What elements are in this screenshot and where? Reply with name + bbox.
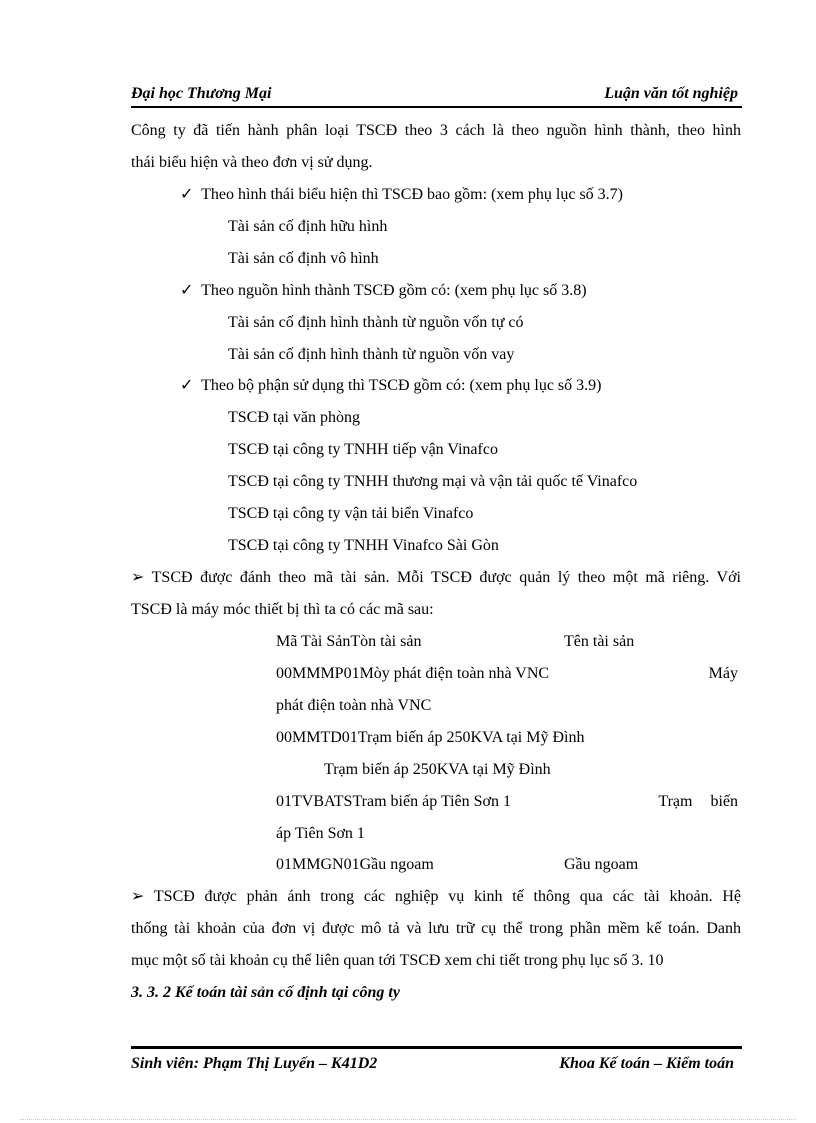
code-row-3-c: áp Tiên Sơn 1 xyxy=(276,825,365,842)
code-row-2-a: 00MMTD01Trạm biến áp 250KVA tại Mỹ Đình xyxy=(276,729,585,746)
header-right: Luận văn tốt nghiệp xyxy=(604,85,738,102)
footer-left: Sinh viên: Phạm Thị Luyến – K41D2 xyxy=(131,1055,378,1072)
code-row-1-b: Máy xyxy=(708,665,738,682)
code-header-b: Tên tài sản xyxy=(564,633,635,650)
checkmark-icon: ✓ xyxy=(180,377,194,394)
group-3-item: TSCĐ tại công ty TNHH Vinafco Sài Gòn xyxy=(228,537,499,554)
code-row-1-c: phát điện toàn nhà VNC xyxy=(276,697,432,714)
para-2-line-1: ➢ TSCĐ được đánh theo mã tài sản. Mỗi TSCĐ được quản lý theo một mã riêng. Với xyxy=(131,569,741,586)
footer-right: Khoa Kế toán – Kiểm toán xyxy=(559,1055,734,1072)
para-2-line-2: TSCĐ là máy móc thiết bị thì ta có các mã sau: xyxy=(131,601,434,618)
group-1-item: Tài sản cố định hữu hình xyxy=(228,218,388,235)
group-3-item: TSCĐ tại công ty TNHH tiếp vận Vinafco xyxy=(228,441,498,458)
code-header-a: Mã Tài SảnTòn tài sản xyxy=(276,633,422,650)
group-1-title-text: Theo hình thái biểu hiện thì TSCĐ bao gồm: (xem phụ lục số 3.7) xyxy=(201,186,623,203)
group-2-item: Tài sản cố định hình thành từ nguồn vốn vay xyxy=(228,346,515,363)
code-row-4-a: 01MMGN01Gầu ngoam xyxy=(276,856,434,873)
arrow-bullet-icon: ➢ xyxy=(131,569,145,586)
page-bottom-border xyxy=(20,1119,796,1120)
group-3-title-text: Theo bộ phận sử dụng thì TSCĐ gồm có: (xem phụ lục số 3.9) xyxy=(201,377,602,394)
group-3-item: TSCĐ tại công ty vận tải biển Vinafco xyxy=(228,505,474,522)
group-3-item: TSCĐ tại công ty TNHH thương mại và vận tải quốc tế Vinafco xyxy=(228,473,638,490)
para-3-line-3: mục một số tài khoản cụ thể liên quan tới TSCĐ xem chi tiết trong phụ lục số 3. 10 xyxy=(131,952,664,969)
code-row-1-a: 00MMMP01Mòy phát điện toàn nhà VNC xyxy=(276,665,550,682)
header-rule xyxy=(131,106,742,108)
arrow-bullet-icon: ➢ xyxy=(131,888,145,905)
para-3-line-2: thống tài khoản của đơn vị được mô tả và lưu trữ cụ thể trong phần mềm kế toán. Danh xyxy=(131,920,741,937)
group-3-item: TSCĐ tại văn phòng xyxy=(228,409,360,426)
group-2-title xyxy=(180,281,587,301)
footer-rule xyxy=(131,1046,742,1049)
header-left: Đại học Thương Mại xyxy=(131,85,272,102)
intro-line-1: Công ty đã tiến hành phân loại TSCĐ theo 3 cách là theo nguồn hình thành, theo hình xyxy=(131,122,741,139)
checkmark-icon: ✓ xyxy=(180,282,194,299)
group-2-item: Tài sản cố định hình thành từ nguồn vốn tự có xyxy=(228,314,524,331)
group-1-item: Tài sản cố định vô hình xyxy=(228,250,379,267)
section-heading: 3. 3. 2 Kế toán tài sản cố định tại công ty xyxy=(131,984,400,1001)
group-1-title xyxy=(180,185,623,205)
code-row-2-b: Trạm biến áp 250KVA tại Mỹ Đình xyxy=(324,761,551,778)
group-3-title xyxy=(180,376,601,396)
code-row-3-a: 01TVBATSTram biến áp Tiên Sơn 1 xyxy=(276,793,512,810)
code-row-3-b: Trạm biến xyxy=(658,793,738,810)
checkmark-icon: ✓ xyxy=(180,186,194,203)
intro-line-2: thái biểu hiện và theo đơn vị sử dụng. xyxy=(131,154,373,171)
para-3-line-1: ➢ TSCĐ được phản ánh trong các nghiệp vụ kinh tế thông qua các tài khoản. Hệ xyxy=(131,888,741,905)
code-row-4-b: Gầu ngoam xyxy=(564,856,639,873)
group-2-title-text: Theo nguồn hình thành TSCĐ gồm có: (xem phụ lục số 3.8) xyxy=(201,282,587,299)
